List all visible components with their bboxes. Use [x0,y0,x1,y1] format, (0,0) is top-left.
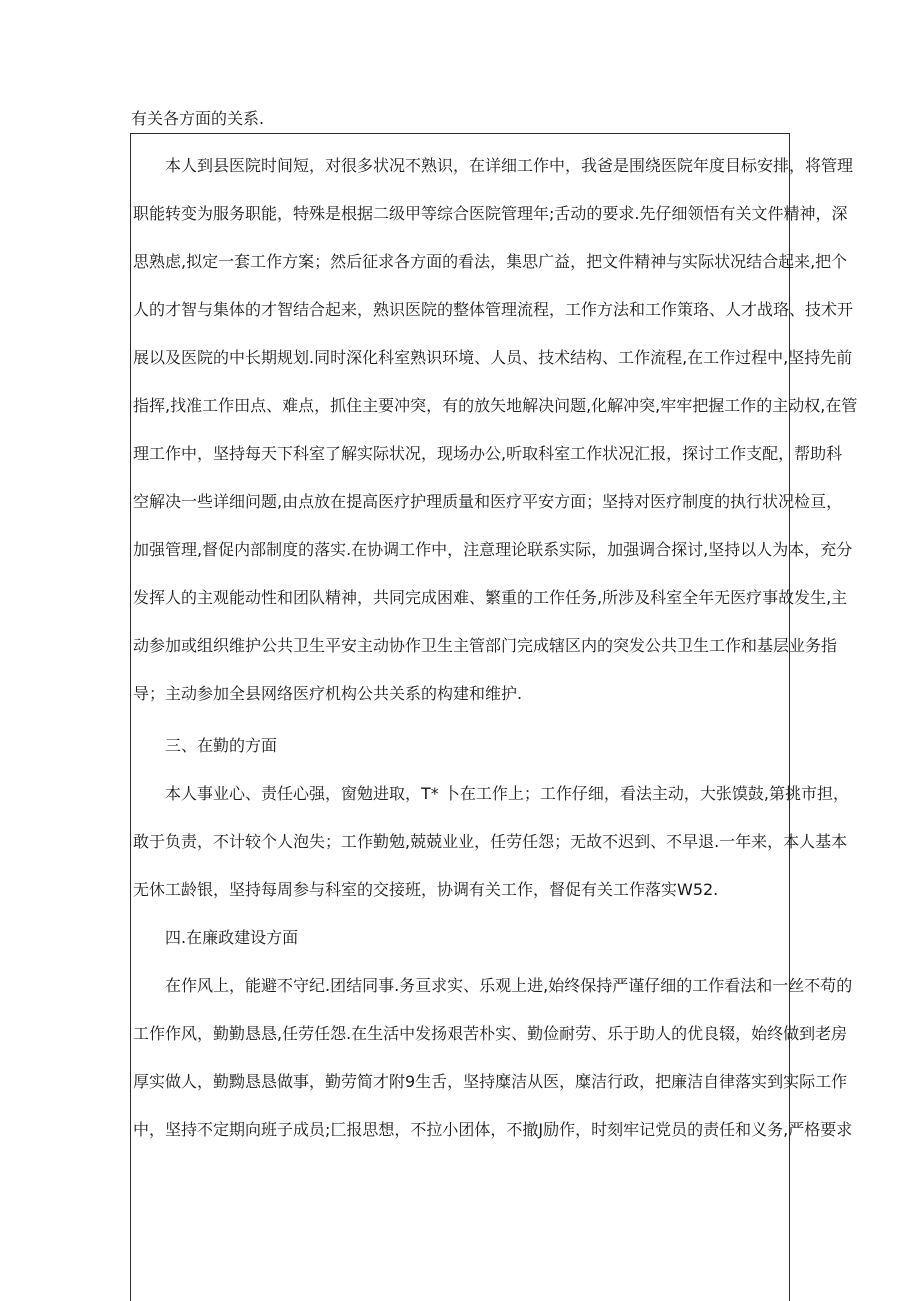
intro-line: 指挥,找准工作田点、难点，抓住主要冲突，有的放矢地解决问题,化解冲突,牢牢把握工作的主动权,在管 [133,396,858,415]
section-three-line: 敢于负责，不计较个人泡失；工作勤勉,兢兢业业，任劳任怨；无故不迟到、不早退.一年来，本人基本 [133,832,848,851]
intro-line: 加强管理,督促内部制度的落实.在协调工作中，注意理论联系实际，加强调合探讨,坚持以人为本，充分 [133,540,853,559]
section-four-line: 厚实做人，勤黝恳恳做事，勤劳简才附9生舌，坚持糜洁从医，糜洁行政，把廉洁自律落实到实际工作 [133,1072,848,1091]
section-four-line: 工作作风，勤勤恳恳,任劳任怨.在生活中发扬艰苦朴实、勤俭耐劳、乐于助人的优良辍，始终做到老房 [133,1024,848,1043]
section-heading: 三、在勤的方面 [165,736,278,755]
intro-line: 导；主动参加全县网络医疗机构公共关系的构建和维护. [133,684,523,703]
section-four-line: 在作风上，能避不守纪.团结同事.务亘求实、乐观上进,始终保持严谨仔细的工作看法和一丝不苟的 [165,976,853,995]
intro-line: 空解决一些详细问题,由点放在提高医疗护理质量和医疗平安方面；坚持对医疗制度的执行状况检亘， [133,492,843,511]
intro-line: 发挥人的主观能动性和团队精神，共同完成困难、繁重的工作任务,所涉及科室全年无医疗事故发生,主 [133,588,848,607]
intro-line: 动参加或组织维护公共卫生平安主动协作卫生主管部门完成辖区内的突发公共卫生工作和基层业务指 [133,636,838,655]
section-four-line: 中，坚持不定期向班子成员;匚报思想，不拉小团体，不撤J励作，时刻牢记党员的责任和义务,严格要求 [133,1120,853,1139]
section-three-line: 本人事业心、责任心强，窗勉进取，T* 卜在工作上；工作仔细，看法主动，大张馍鼓,第挑市担， [165,784,849,803]
intro-line: 职能转变为服务职能，特殊是根据二级甲等综合医院管理年;舌动的要求.先仔细领悟有关文件精神，深 [133,204,848,223]
content-frame [130,133,858,1301]
section-three-line: 无休工龄银，坚持每周参与科室的交接班，协调有关工作，督促有关工作落实W52. [133,880,719,899]
intro-line: 本人到县医院时间短，对很多状况不熟识，在详细工作中，我爸是围绕医院年度目标安排，将管理 [165,156,854,175]
intro-line: 人的才智与集体的才智结合起来，熟识医院的整体管理流程，工作方法和工作策珞、人才战珞、技术开 [133,300,854,319]
intro-line: 理工作中，坚持每天下科室了解实际状况，现场办公,听取科室工作状况汇报，探讨工作支配，帮助科 [133,444,843,463]
intro-line: 思熟虑,拟定一套工作方案；然后征求各方面的看法，集思广益，把文件精神与实际状况结合起来,把个 [133,252,848,271]
carry-over-line: 有关各方面的关系. [131,109,265,128]
section-heading: 四.在廉政建设方面 [165,928,299,947]
intro-line: 展以及医院的中长期规划.同时深化科室熟识环境、人员、技术结构、工作流程,在工作过程中,坚持先前 [133,348,853,367]
